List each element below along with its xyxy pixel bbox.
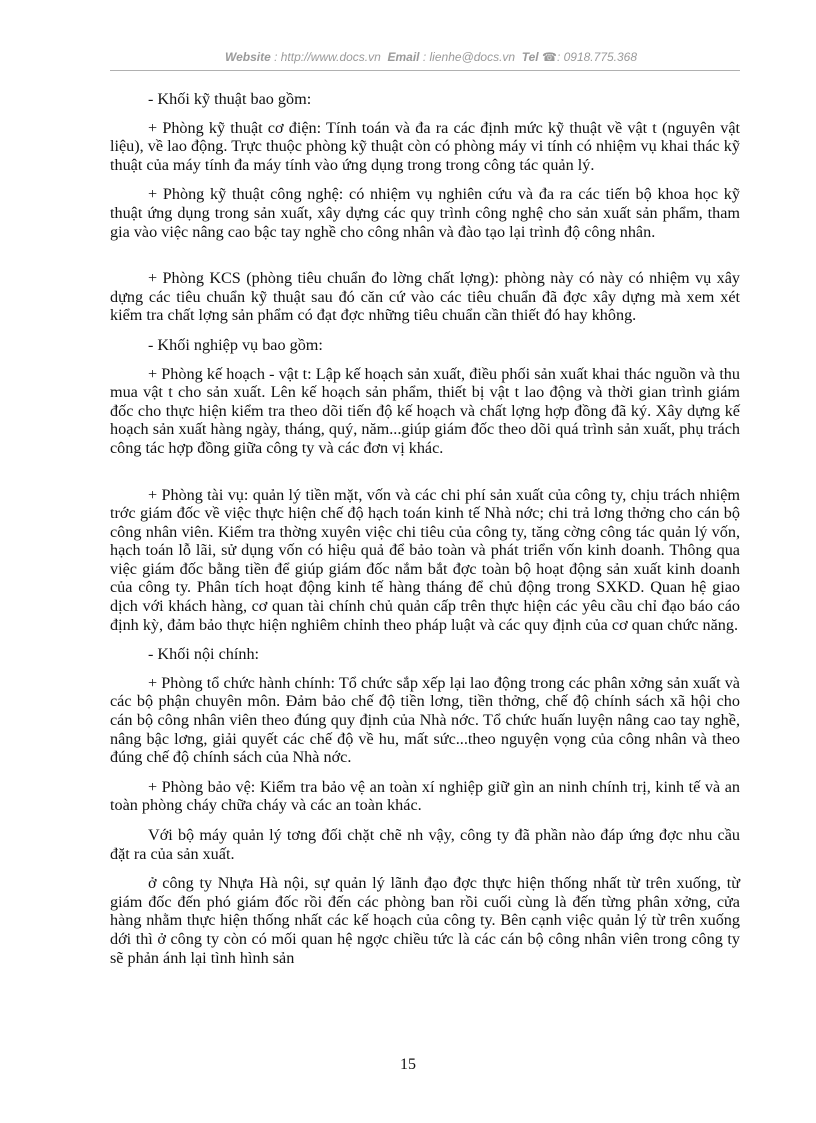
paragraph-mechanical-electrical: + Phòng kỹ thuật cơ điện: Tính toán và đa ra các định mức kỹ thuật về vật t (nguyên vật liệu), về lao động. Trực thuộc phòng kỹ thuật còn có phòng máy vi tính có nhiệm vụ khai thác kỹ thuật của máy tính đa máy tính vào ứng dụng trong trong công tác quản lý. [110,118,740,174]
page-number: 15 [400,1056,416,1073]
paragraph-kcs: + Phòng KCS (phòng tiêu chuẩn đo lờng chất lợng): phòng này có này có nhiệm vụ xây dựng các tiêu chuẩn kỹ thuật sau đó căn cứ vào các tiêu chuẩn đã đợc xây dựng mà xem xét kiểm tra chất lợng sản phẩm có đạt đợc những tiêu chuẩn cần thiết đó hay không. [110,269,740,325]
paragraph-security: + Phòng bảo vệ: Kiểm tra bảo vệ an toàn xí nghiệp giữ gìn an ninh chính trị, kinh tế và an toàn phòng cháy chữa cháy và các an toàn khác. [110,777,740,815]
paragraph-finance: + Phòng tài vụ: quản lý tiền mặt, vốn và các chi phí sản xuất của công ty, chịu trách nhiệm trớc giám đốc về việc thực hiện chế độ hạch toán kinh tế Nhà nớc; chi trả lơng thởng cho cán bộ công nhân viên. Kiểm tra thờng xuyên việc chi tiêu của công ty, tăng cờng công tác quản lý vốn, hạch toán lỗ lãi, sử dụng vốn có hiệu quả để bảo toàn và phát triển vốn kinh doanh. Thông qua việc giám đốc bằng tiền để giúp giám đốc nắm bắt đợc toàn bộ hoạt động sản xuất kinh doanh của công ty. Phân tích hoạt động kinh tế hàng tháng để chủ động trong SXKD. Quan hệ giao dịch với khách hàng, cơ quan tài chính chủ quản cấp trên thực hiện các yêu cầu chỉ đạo báo cáo định kỳ, đảm bảo thực hiện nghiêm chỉnh theo pháp luật và các quy định của cơ quan chức năng. [110,485,740,634]
tel-number: ☎: 0918.775.368 [542,50,638,64]
section-heading-business: - Khối nghiệp vụ bao gồm: [148,335,323,354]
website-label: Website [224,50,271,64]
section-heading-internal: - Khối nội chính: [148,645,260,664]
header-divider [110,70,740,71]
website-link[interactable]: : http://www.docs.vn [274,50,381,64]
page-header [196,50,666,64]
paragraph-planning: + Phòng kế hoạch - vật t: Lập kế hoạch sản xuất, điều phối sản xuất khai thác nguồn và thu mua vật t cho sản xuất. Lên kế hoạch sản phẩm, thiết bị vật t lao động và thời gian trình giám đốc cho thực hiện kiểm tra theo dõi tiến độ kế hoạch và chất lợng hợp đồng đã ký. Xây dựng kế hoạch sản xuất hàng ngày, tháng, quý, năm...giúp giám đốc theo dõi quá trình sản xuất, phụ trách công tác hợp đồng giữa công ty và các đơn vị khác. [110,364,740,457]
document-body [110,90,740,978]
email-link[interactable]: : lienhe@docs.vn [422,50,516,64]
paragraph-management: ở công ty Nhựa Hà nội, sự quản lý lãnh đạo đợc thực hiện thống nhất từ trên xuống, từ giám đốc đến phó giám đốc rồi đến các phòng ban rồi cuối cùng là đến từng phân xởng, cửa hàng nhằm thực hiện thống nhất các kế hoạch của công ty. Bên cạnh việc quản lý từ trên xuống dới thì ở công ty còn có mối quan hệ ngợc chiều tức là các cán bộ công nhân viên trong công ty sẽ phản ánh lại tình hình sản [110,874,740,967]
email-label: Email [387,50,420,64]
paragraph-administration: + Phòng tổ chức hành chính: Tổ chức sắp xếp lại lao động trong các phân xởng sản xuất và các bộ phận chuyên môn. Đảm bảo chế độ tiền lơng, tiền thởng, chế độ chính sách xã hội cho cán bộ công nhân viên theo đúng quy định của Nhà nớc. Tổ chức huấn luyện nâng cao tay nghề, nâng bậc lơng, giải quyết các chế độ về hu, mất sức...theo nguyện vọng của công nhân và theo đúng chế độ chính sách của Nhà nớc. [110,673,740,767]
tel-label: Tel [521,50,539,64]
paragraph-technology: + Phòng kỹ thuật công nghệ: có nhiệm vụ nghiên cứu và đa ra các tiến bộ khoa học kỹ thuật ứng dụng trong sản xuất, xây dựng các quy trình công nghệ cho sản xuất sản phẩm, tham gia vào việc nâng cao bậc tay nghề cho công nhân và đào tạo lại trình độ công nhân. [110,185,740,241]
section-heading-technical: - Khối kỹ thuật bao gồm: [148,90,312,108]
paragraph-summary: Với bộ máy quản lý tơng đối chặt chẽ nh vậy, công ty đã phần nào đáp ứng đợc nhu cầu đặt ra của sản xuất. [110,826,740,863]
